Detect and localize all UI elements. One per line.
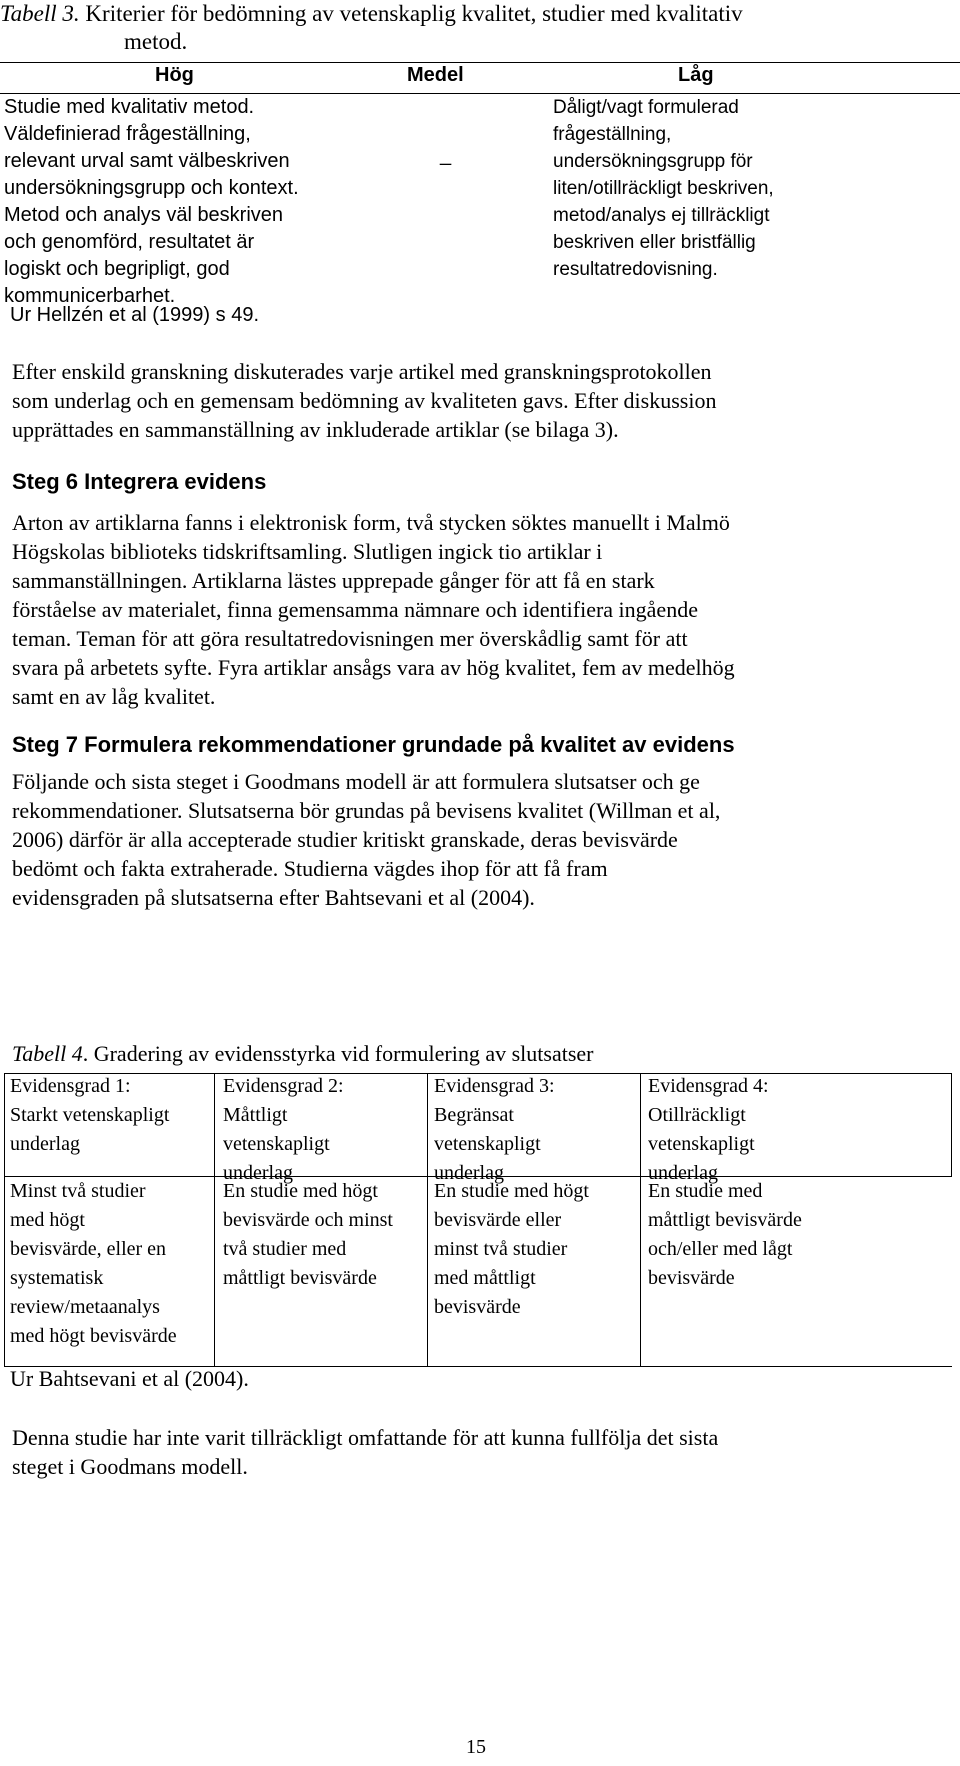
paragraph-line: rekommendationer. Slutsatserna bör grundas på bevisens kvalitet (Willman et al,	[12, 798, 721, 823]
table4-divider	[427, 1073, 428, 1366]
cell-line: bevisvärde eller	[434, 1209, 562, 1231]
paragraph-line: sammanställningen. Artiklarna lästes upprepade gånger för att få en stark	[12, 568, 655, 593]
paragraph-line: steget i Goodmans modell.	[12, 1454, 248, 1479]
table4-grade-4	[648, 1072, 769, 1188]
cell-line: underlag	[648, 1162, 718, 1184]
table3-high-line: logiskt och begripligt, god	[4, 258, 230, 280]
table3-caption-label: Tabell 3.	[0, 1, 80, 26]
cell-line: Evidensgrad 2:	[223, 1075, 344, 1097]
cell-line: Måttligt	[223, 1104, 288, 1126]
table3-low-line: frågeställning,	[553, 124, 672, 145]
step6-body	[12, 508, 942, 711]
table3-high-line: undersökningsgrupp och kontext.	[4, 177, 299, 199]
table3-caption	[0, 0, 940, 56]
cell-line: bevisvärde och minst	[223, 1209, 393, 1231]
cell-line: bevisvärde, eller en	[10, 1238, 167, 1260]
paragraph-line: Högskolas biblioteks tidskriftsamling. Slutligen ingick tio artiklar i	[12, 539, 603, 564]
cell-line: underlag	[10, 1133, 80, 1155]
table4-criteria-2	[223, 1177, 393, 1293]
paragraph-line: evidensgraden på slutsatserna efter Bahtsevani et al (2004).	[12, 885, 535, 910]
paragraph-line: förståelse av materialet, finna gemensamma nämnare och identifiera ingående	[12, 597, 698, 622]
cell-line: Otillräckligt	[648, 1104, 746, 1126]
table3-high-line: Studie med kvalitativ metod.	[4, 96, 255, 118]
cell-line: och/eller med lågt	[648, 1238, 793, 1260]
table3-header-medium: Medel	[407, 64, 464, 86]
cell-line: En studie med högt	[434, 1180, 589, 1202]
table4-criteria-1	[10, 1177, 177, 1351]
table3-low-line: undersökningsgrupp för	[553, 151, 753, 172]
cell-line: En studie med högt	[223, 1180, 378, 1202]
table3-low-line: metod/analys ej tillräckligt	[553, 205, 770, 226]
table4-caption-text: . Gradering av evidensstyrka vid formulering av slutsatser	[82, 1041, 594, 1066]
table4-divider	[951, 1073, 952, 1176]
cell-line: bevisvärde	[434, 1296, 521, 1318]
table4-caption-label: Tabell 4	[12, 1041, 83, 1066]
step6-heading: Steg 6 Integrera evidens	[12, 469, 267, 494]
cell-line: Evidensgrad 4:	[648, 1075, 769, 1097]
table4-criteria-4	[648, 1177, 802, 1293]
cell-line: vetenskapligt	[434, 1133, 541, 1155]
table3-high-line: relevant urval samt välbeskriven	[4, 150, 290, 172]
table4-divider	[214, 1073, 215, 1366]
cell-line: två studier med	[223, 1238, 347, 1260]
paragraph-line: som underlag och en gemensam bedömning av kvaliteten gavs. Efter diskussion	[12, 388, 717, 413]
paragraph-line: svara på arbetets syfte. Fyra artiklar ansågs vara av hög kvalitet, fem av medelhög	[12, 655, 735, 680]
cell-line: systematisk	[10, 1267, 104, 1289]
table3-low-line: liten/otillräckligt beskriven,	[553, 178, 774, 199]
cell-line: med högt	[10, 1209, 85, 1231]
table4-grade-1	[10, 1072, 169, 1159]
table4-caption	[12, 1041, 593, 1067]
table3-header-high: Hög	[155, 64, 194, 86]
table3-caption-text: Kriterier för bedömning av vetenskaplig kvalitet, studier med kvalitativ	[79, 1, 743, 26]
cell-line: Starkt vetenskapligt	[10, 1104, 170, 1126]
paragraph-closing	[12, 1423, 942, 1481]
table4-grade-3	[434, 1072, 555, 1188]
cell-line: En studie med	[648, 1180, 763, 1202]
table3-high-criteria	[4, 94, 299, 310]
table4-grade-2	[223, 1072, 344, 1188]
table3-high-line: och genomförd, resultatet är	[4, 231, 255, 253]
paragraph-line: Denna studie har inte varit tillräckligt omfattande för att kunna fullfölja det sista	[12, 1425, 719, 1450]
table3-header-row	[0, 62, 960, 94]
paragraph-line: 2006) därför är alla accepterade studier kritiskt granskade, deras bevisvärde	[12, 827, 678, 852]
table4-grid	[4, 1073, 952, 1367]
table3-medium-criteria: _	[440, 144, 452, 166]
step7-body	[12, 767, 942, 912]
cell-line: måttligt bevisvärde	[648, 1209, 802, 1231]
table3-low-criteria	[553, 94, 774, 283]
cell-line: underlag	[223, 1162, 293, 1184]
step7-heading: Steg 7 Formulera rekommendationer grundade på kvalitet av evidens	[12, 732, 735, 757]
cell-line: Begränsat	[434, 1104, 514, 1126]
paragraph-line: bedömt och fakta extraherade. Studierna vägdes ihop för att få fram	[12, 856, 608, 881]
cell-line: vetenskapligt	[648, 1133, 755, 1155]
table3-source: Ur Hellzén et al (1999) s 49.	[10, 304, 260, 326]
table3-low-line: resultatredovisning.	[553, 259, 718, 280]
table4-divider	[640, 1073, 641, 1366]
cell-line: Evidensgrad 3:	[434, 1075, 555, 1097]
cell-line: Minst två studier	[10, 1180, 146, 1202]
paragraph-line: Efter enskild granskning diskuterades varje artikel med granskningsprotokollen	[12, 359, 712, 384]
table3-high-line: Väldefinierad frågeställning,	[4, 123, 251, 145]
cell-line: bevisvärde	[648, 1267, 735, 1289]
cell-line: måttligt bevisvärde	[223, 1267, 377, 1289]
paragraph-line: samt en av låg kvalitet.	[12, 684, 216, 709]
cell-line: Evidensgrad 1:	[10, 1075, 131, 1097]
table3-high-line: Metod och analys väl beskriven	[4, 204, 284, 226]
cell-line: review/metaanalys	[10, 1296, 160, 1318]
table3-high-line: kommunicerbarhet.	[4, 285, 176, 307]
paragraph-line: upprättades en sammanställning av inkluderade artiklar (se bilaga 3).	[12, 417, 619, 442]
table4-criteria-3	[434, 1177, 589, 1322]
cell-line: underlag	[434, 1162, 504, 1184]
table3-low-line: beskriven eller bristfällig	[553, 232, 756, 253]
table3-caption-text-cont: metod.	[124, 29, 188, 54]
paragraph-line: Arton av artiklarna fanns i elektronisk form, två stycken söktes manuellt i Malmö	[12, 510, 730, 535]
cell-line: vetenskapligt	[223, 1133, 330, 1155]
page-number: 15	[466, 1736, 486, 1758]
table3-low-line: Dåligt/vagt formulerad	[553, 97, 739, 118]
paragraph-review-process	[12, 357, 942, 444]
table3-header-low: Låg	[678, 64, 714, 86]
cell-line: med måttligt	[434, 1267, 536, 1289]
cell-line: minst två studier	[434, 1238, 568, 1260]
cell-line: med högt bevisvärde	[10, 1325, 177, 1347]
table4-source: Ur Bahtsevani et al (2004).	[10, 1366, 249, 1391]
paragraph-line: teman. Teman för att göra resultatredovisningen mer överskådlig samt för att	[12, 626, 688, 651]
paragraph-line: Följande och sista steget i Goodmans modell är att formulera slutsatser och ge	[12, 769, 700, 794]
